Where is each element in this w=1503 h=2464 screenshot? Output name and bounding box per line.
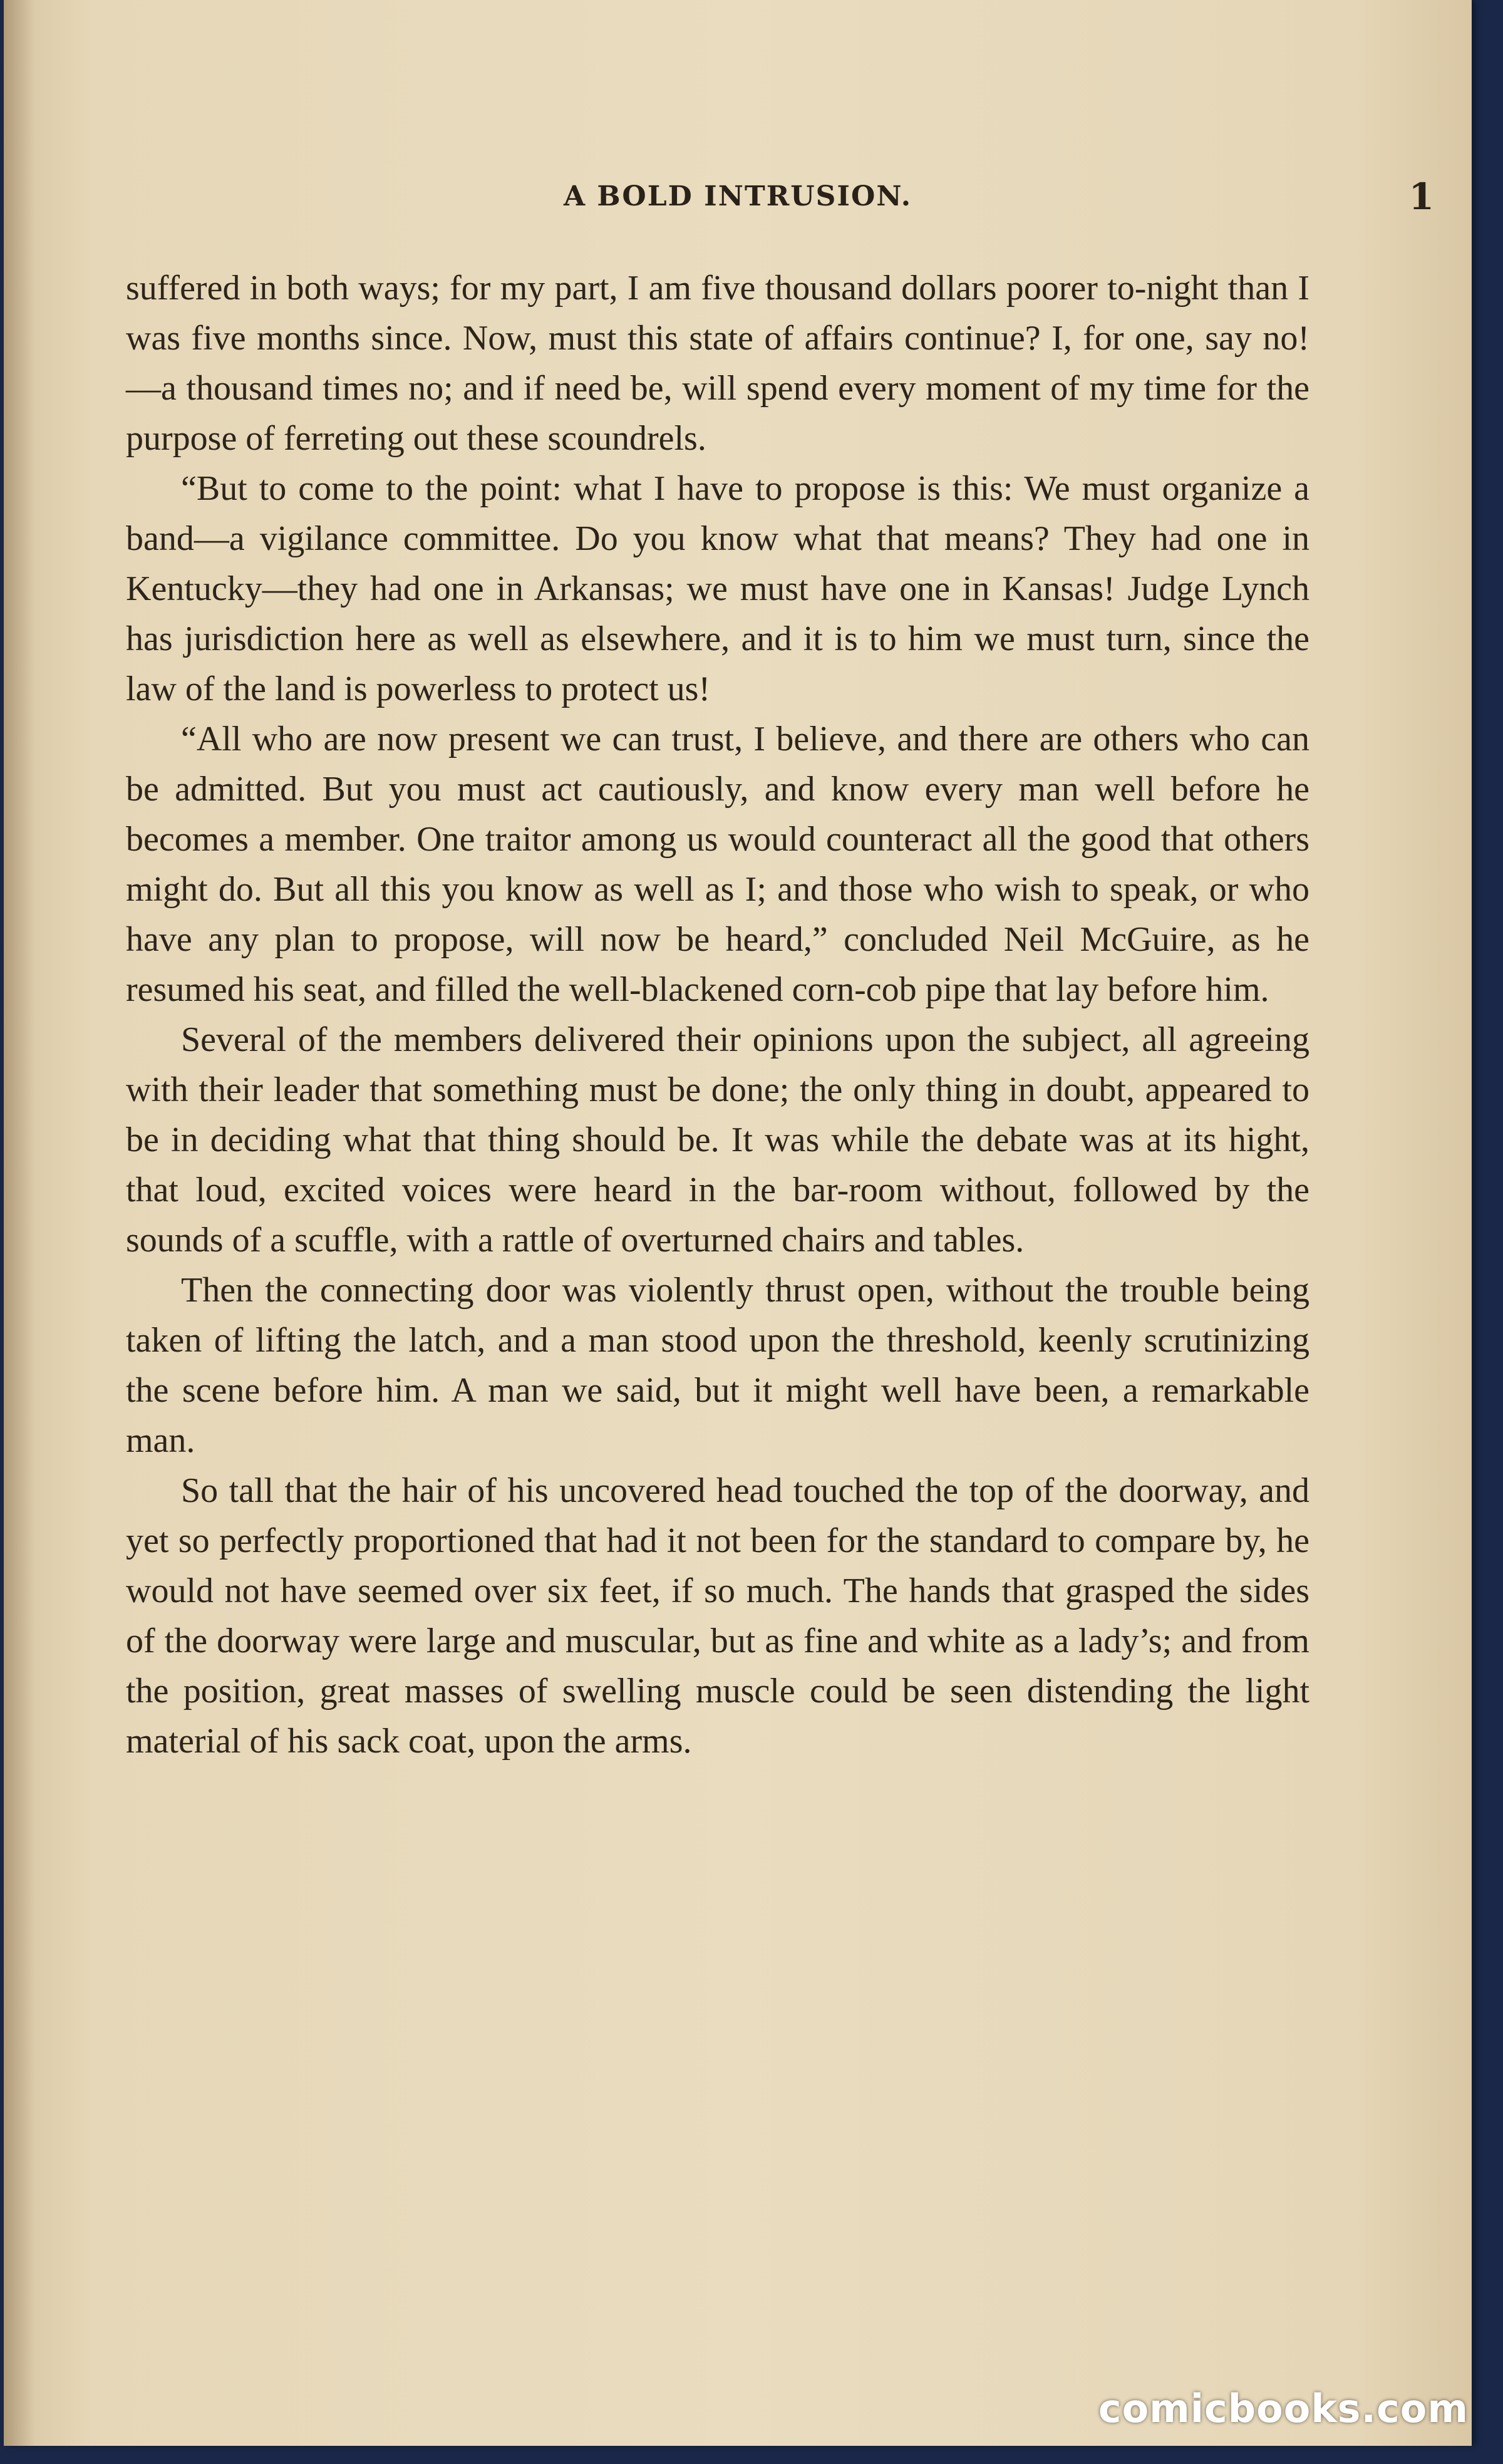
page-header — [4, 175, 1472, 219]
running-title: A BOLD INTRUSION. — [563, 180, 912, 212]
watermark: comicbooks.com — [1098, 2386, 1469, 2431]
paragraph-6: So tall that the hair of his uncovered head touched the top of the doorway, and yet so perfectly proportioned that had it not been for the standard to compare by, he would not have seemed over six feet, if so much. The hands that grasped the sides of the doorway were large and muscular, but as fine and white as a lady’s; and from the position, great masses of swelling muscle could be seen distending the light material of his sack coat, upon the arms. — [126, 1471, 1309, 1761]
page-number: 1 — [1408, 175, 1434, 218]
paragraph-2: “But to come to the point: what I have to propose is this: We must organize a band—a vigilance committee. Do you know what that means? They had one in Kentucky—they had one in Arkansas; we must have one in Kansas! Judge Lynch has jurisdiction here as well as elsewhere, and it is to him we must turn, since the law of the land is powerless to protect us! — [126, 469, 1309, 708]
book-page — [4, 0, 1472, 2446]
paragraph-5: Then the connecting door was violently thrust open, without the trouble being taken of lifting the latch, and a man stood upon the threshold, keenly scrutinizing the scene before him. A man we said, but it might well have been, a remarkable man. — [126, 1271, 1309, 1460]
page-gutter-shadow — [4, 0, 35, 2446]
paragraph-3: “All who are now present we can trust, I believe, and there are others who can be admitted. But you must act cautiously, and know every man well before he becomes a member. One traitor among us would counteract all the good that others might do. But all this you know as well as I; and those who wish to speak, or who have any plan to propose, will now be heard,” concluded Neil McGuire, as he resumed his seat, and filled the well-blackened corn-cob pipe that lay before him. — [126, 720, 1309, 1009]
paragraph-1: suffered in both ways; for my part, I am five thousand dollars poorer to-night than I was five months since. Now, must this state of affairs continue? I, for one, say no!—a thousand times no; and if need be, will spend every moment of my time for the purpose of ferreting out these scoundrels. — [126, 269, 1309, 458]
paragraph-4: Several of the members delivered their opinions upon the subject, all agreeing with their leader that something must be done; the only thing in doubt, appeared to be in deciding what that thing should be. It was while the debate was at its hight, that loud, excited voices were heard in the bar-room without, followed by the sounds of a scuffle, with a rattle of overturned chairs and tables. — [126, 1020, 1309, 1260]
body-text — [126, 263, 1309, 1766]
